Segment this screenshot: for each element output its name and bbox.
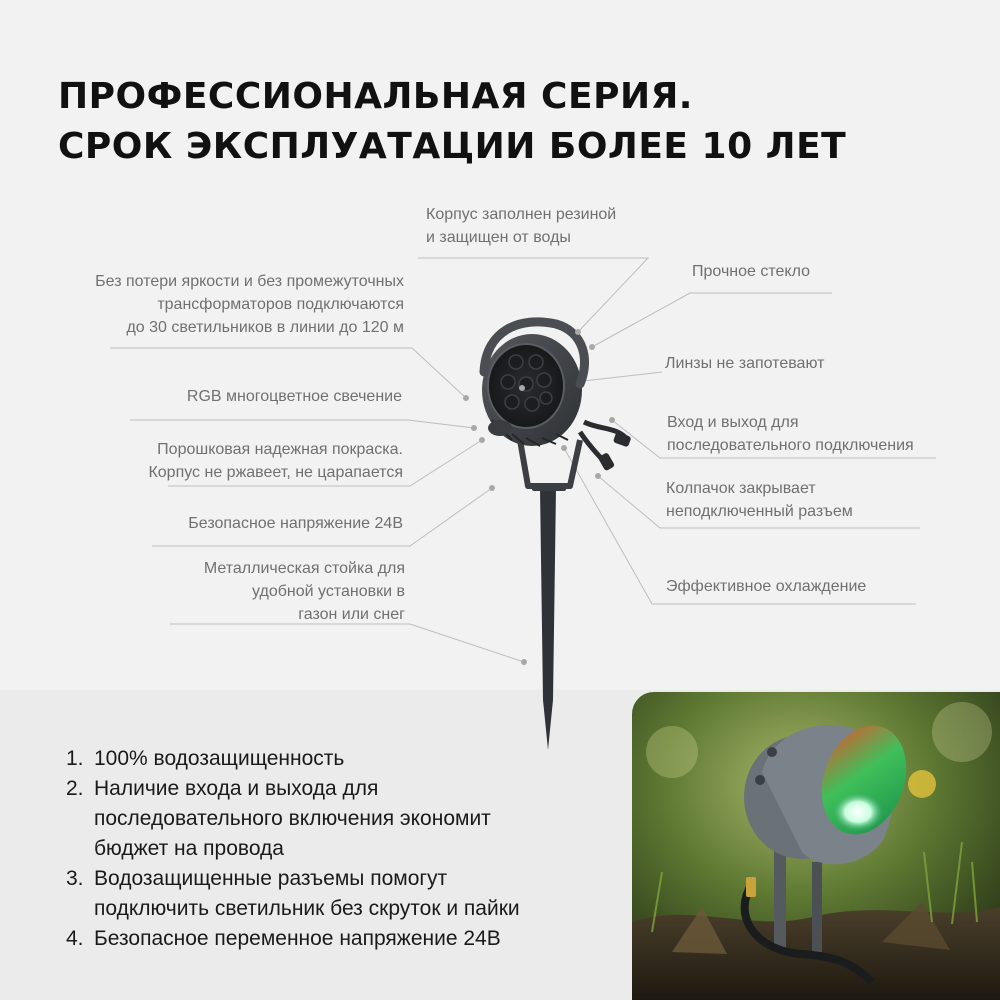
leader-glass xyxy=(592,293,832,347)
feature-item-1: 1. 100% водозащищенность xyxy=(66,747,345,770)
bracket xyxy=(520,440,580,486)
connector-1 xyxy=(613,432,632,448)
label-cap: Колпачок закрывает неподключенный разъем xyxy=(666,480,853,520)
label-housing-rubber: Корпус заполнен резиной и защищен от воды xyxy=(426,206,617,246)
feature-item-4: 4. Безопасное переменное напряжение 24В xyxy=(66,927,501,950)
label-stake: Металлическая стойка для удобной установки в газон или снег xyxy=(203,560,405,623)
label-cooling: Эффективное охлаждение xyxy=(666,578,867,595)
label-voltage: Безопасное напряжение 24В xyxy=(188,515,403,532)
leader-stake xyxy=(170,624,524,662)
feature-list xyxy=(66,744,520,954)
feature-item-2: 2. Наличие входа и выхода для последовательного включения экономит бюджет на провода xyxy=(66,777,491,860)
feature-item-3: 3. Водозащищенные разъемы помогут подключить светильник без скруток и пайки xyxy=(66,867,520,920)
leader-rgb xyxy=(130,420,474,428)
label-rgb: RGB многоцветное свечение xyxy=(186,388,402,405)
product-photo xyxy=(632,692,1000,1000)
product-photo-art xyxy=(632,692,1000,1000)
label-brightness: Без потери яркости и без промежуточных трансформаторов подключаются до 30 светильников в линии до 120 м xyxy=(95,273,404,336)
light-mount xyxy=(488,420,512,436)
label-paint: Порошковая надежная покраска. Корпус не ржавеет, не царапается xyxy=(148,441,403,481)
label-io: Вход и выход для последовательного подключения xyxy=(667,414,914,454)
label-lenses: Линзы не запотевают xyxy=(665,355,825,372)
title-line-2: СРОК ЭКСПЛУАТАЦИИ БОЛЕЕ 10 ЛЕТ xyxy=(58,126,847,167)
label-glass: Прочное стекло xyxy=(692,263,810,280)
product-illustration xyxy=(482,322,632,750)
stake-spike xyxy=(540,488,556,750)
title-line-1: ПРОФЕССИОНАЛЬНАЯ СЕРИЯ. xyxy=(58,76,693,117)
